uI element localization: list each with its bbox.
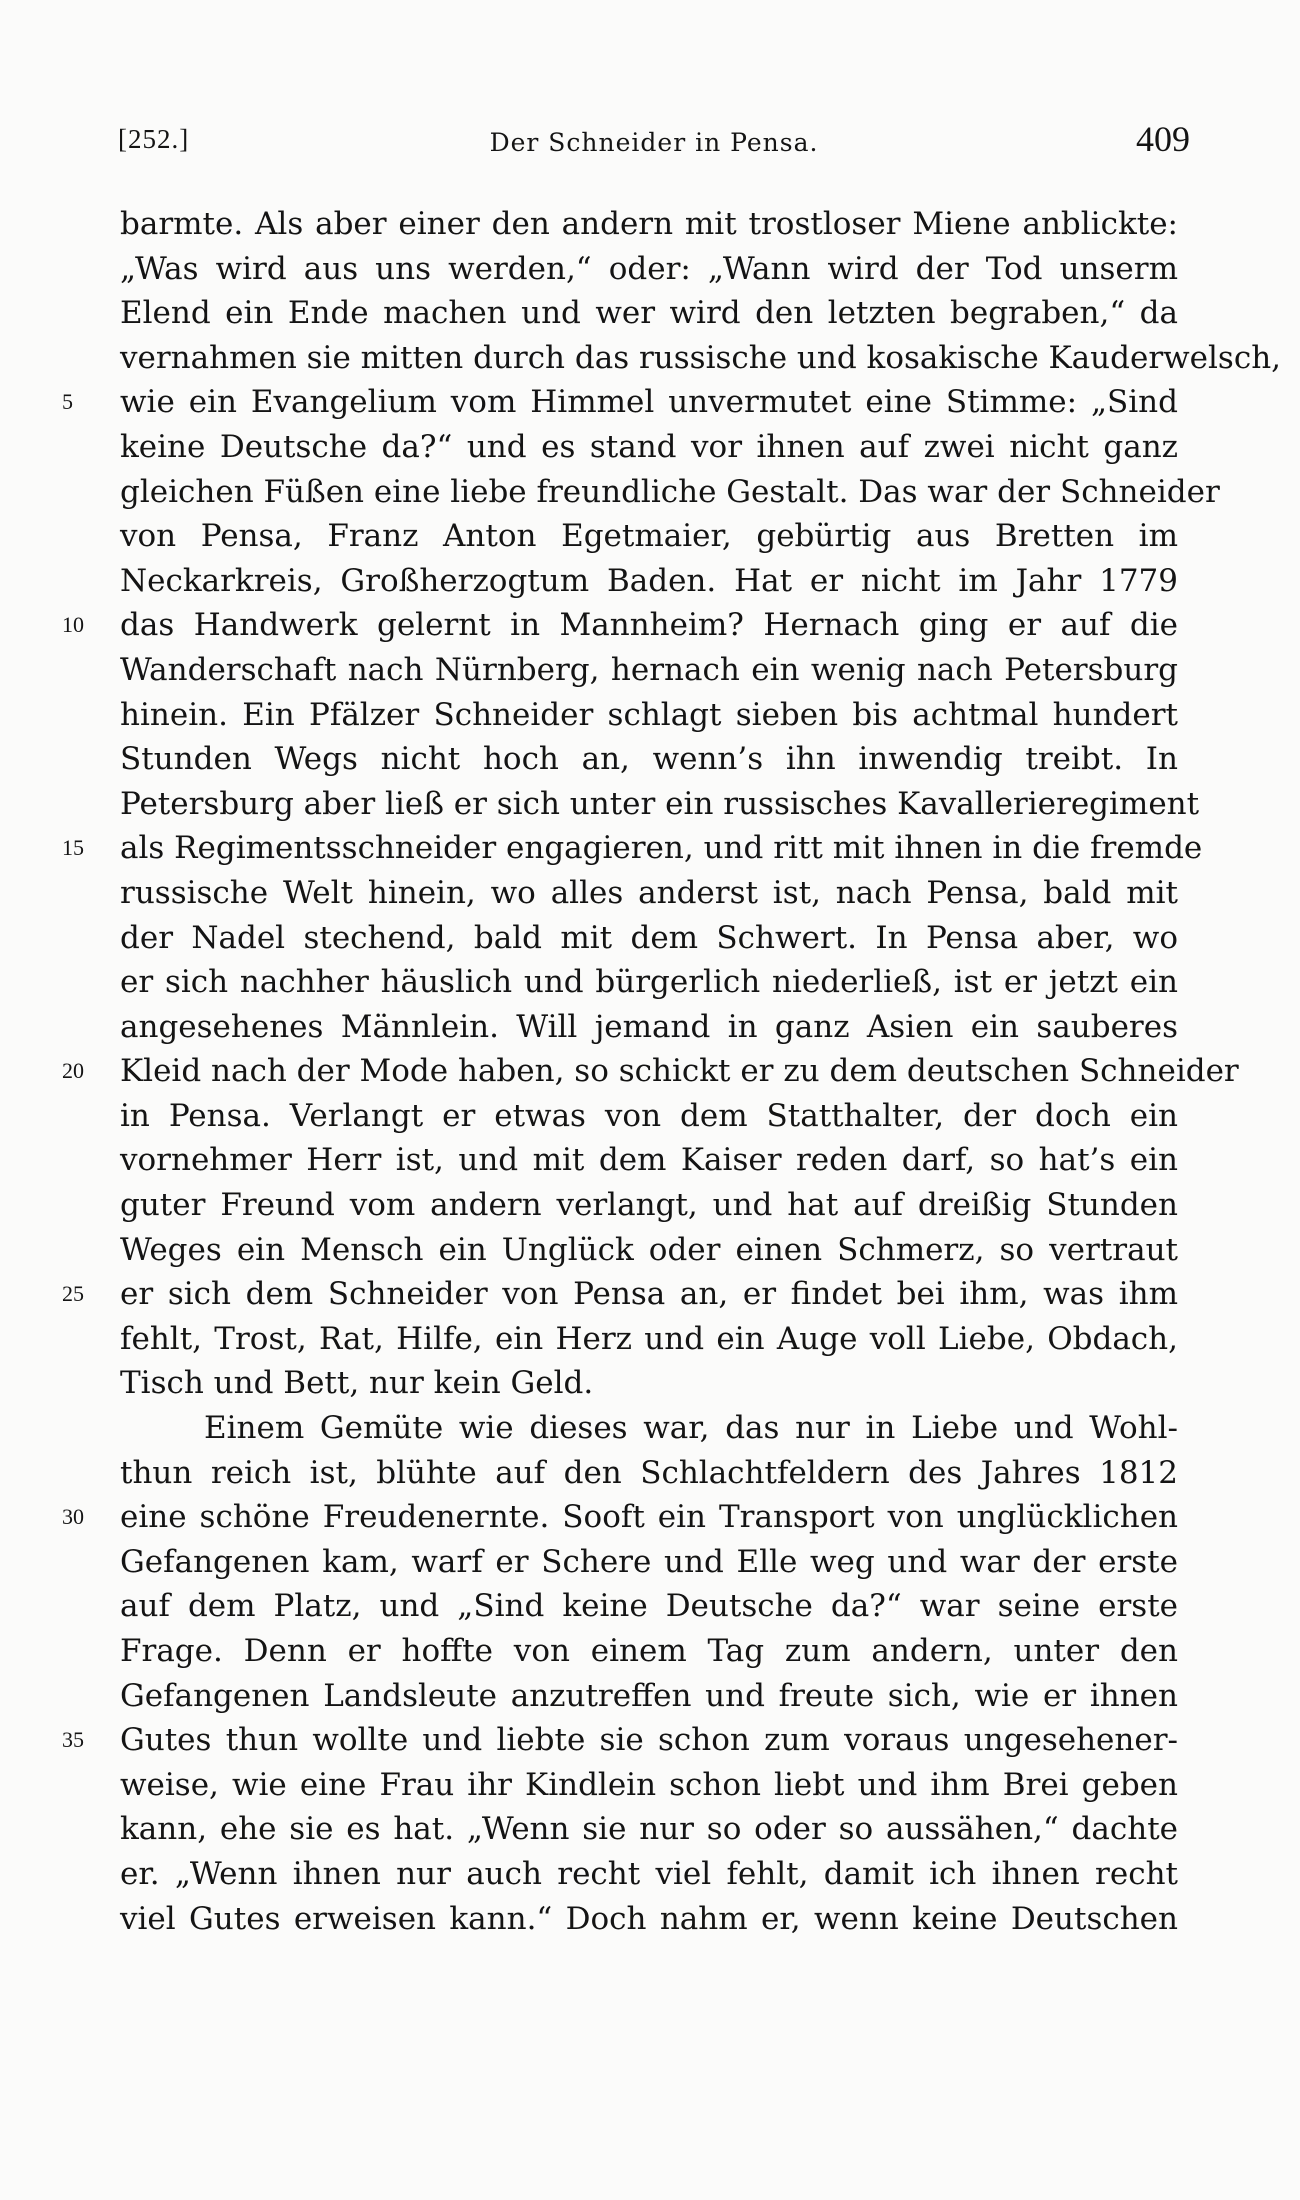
line-text: als Regimentsschneider engagieren, und ritt mit ihnen in die fremde	[120, 830, 1203, 867]
text-line	[120, 960, 1178, 1005]
line-text: Neckarkreis, Großherzogtum Baden. Hat er nicht im Jahr 1779	[120, 562, 1178, 599]
text-line	[120, 1807, 1178, 1852]
text-line	[62, 826, 1203, 871]
text-line	[62, 1272, 1178, 1317]
line-number: 5	[62, 389, 73, 415]
line-text: Gefangenen Landsleute anzutreffen und freute sich, wie er ihnen	[120, 1677, 1178, 1714]
line-text: vornehmer Herr ist, und mit dem Kaiser reden darf, so hat’s ein	[120, 1142, 1178, 1179]
text-line	[62, 1718, 1178, 1763]
page-header	[118, 118, 1190, 166]
line-text: vernahmen sie mitten durch das russische und kosakische Kauderwelsch,	[120, 339, 1282, 376]
line-text: gleichen Füßen eine liebe freundliche Gestalt. Das war der Schneider	[120, 473, 1220, 510]
text-line	[120, 1005, 1178, 1050]
line-text: eine schöne Freudenernte. Sooft ein Transport von unglücklichen	[120, 1499, 1178, 1536]
line-text: guter Freund vom andern verlangt, und hat auf dreißig Stunden	[120, 1187, 1178, 1224]
text-line	[120, 1138, 1178, 1183]
text-line	[120, 425, 1178, 470]
text-line	[62, 603, 1178, 648]
line-number: 10	[62, 612, 84, 638]
text-line	[120, 1584, 1178, 1629]
line-number: 30	[62, 1504, 84, 1530]
line-number: 25	[62, 1281, 84, 1307]
text-line	[120, 1228, 1178, 1273]
text-line	[120, 871, 1178, 916]
text-line	[120, 1674, 1178, 1719]
line-text: das Handwerk gelernt in Mannheim? Hernach ging er auf die	[120, 607, 1178, 644]
line-text: thun reich ist, blühte auf den Schlachtfeldern des Jahres 1812	[120, 1454, 1178, 1491]
text-line	[120, 693, 1178, 738]
text-line	[120, 1317, 1178, 1362]
line-number: 35	[62, 1727, 84, 1753]
line-text: wie ein Evangelium vom Himmel unvermutet eine Stimme: „Sind	[120, 384, 1178, 421]
line-text: Gefangenen kam, warf er Schere und Elle weg und war der erste	[120, 1543, 1178, 1580]
text-line	[120, 202, 1178, 247]
line-text: Elend ein Ende machen und wer wird den letzten begraben,“ da	[120, 295, 1178, 332]
line-text: auf dem Platz, und „Sind keine Deutsche da?“ war seine erste	[120, 1588, 1178, 1625]
text-line	[62, 1495, 1178, 1540]
text-line	[120, 559, 1178, 604]
text-line	[120, 1763, 1178, 1808]
line-text: er sich dem Schneider von Pensa an, er findet bei ihm, was ihm	[120, 1276, 1178, 1313]
text-line	[120, 514, 1178, 559]
line-text: Kleid nach der Mode haben, so schickt er zu dem deutschen Schneider	[120, 1053, 1239, 1090]
text-line	[120, 782, 1200, 827]
text-line	[120, 1540, 1178, 1585]
line-text: Tisch und Bett, nur kein Geld.	[120, 1365, 594, 1402]
line-text: kann, ehe sie es hat. „Wenn sie nur so oder so aussähen,“ dachte	[120, 1811, 1178, 1848]
text-line	[62, 1049, 1239, 1094]
line-text: Wanderschaft nach Nürnberg, hernach ein wenig nach Petersburg	[120, 651, 1178, 688]
line-text: er sich nachher häuslich und bürgerlich niederließ, ist er jetzt ein	[120, 964, 1178, 1001]
text-line	[120, 1451, 1178, 1496]
line-text: russische Welt hinein, wo alles anderst ist, nach Pensa, bald mit	[120, 874, 1178, 911]
page-reference: [252.]	[118, 124, 190, 154]
line-text: viel Gutes erweisen kann.“ Doch nahm er, wenn keine Deutschen	[120, 1900, 1178, 1937]
line-number: 15	[62, 835, 84, 861]
text-line	[120, 1852, 1178, 1897]
text-line	[120, 1094, 1178, 1139]
line-text: keine Deutsche da?“ und es stand vor ihnen auf zwei nicht ganz	[120, 428, 1178, 465]
line-text: Weges ein Mensch ein Unglück oder einen Schmerz, so vertraut	[120, 1231, 1178, 1268]
text-line	[120, 1406, 1178, 1451]
line-text: hinein. Ein Pfälzer Schneider schlagt sieben bis achtmal hundert	[120, 696, 1178, 733]
body-text	[62, 202, 1282, 1941]
line-number: 20	[62, 1058, 84, 1084]
line-text: in Pensa. Verlangt er etwas von dem Statthalter, der doch ein	[120, 1097, 1178, 1134]
line-text: angesehenes Männlein. Will jemand in ganz Asien ein sauberes	[120, 1008, 1178, 1045]
text-line	[120, 916, 1178, 961]
text-line	[62, 380, 1178, 425]
line-text: der Nadel stechend, bald mit dem Schwert. In Pensa aber, wo	[120, 919, 1178, 956]
line-text: Petersburg aber ließ er sich unter ein russisches Kavallerieregiment	[120, 785, 1200, 822]
text-line	[120, 470, 1220, 515]
line-text: Gutes thun wollte und liebte sie schon zum voraus ungesehener-	[120, 1722, 1178, 1759]
text-line	[120, 336, 1282, 381]
line-text: von Pensa, Franz Anton Egetmaier, gebürtig aus Bretten im	[120, 518, 1178, 555]
text-line	[120, 648, 1178, 693]
text-line	[120, 1183, 1178, 1228]
line-text: Stunden Wegs nicht hoch an, wenn’s ihn inwendig treibt. In	[120, 741, 1178, 778]
line-text: Einem Gemüte wie dieses war, das nur in Liebe und Wohl-	[204, 1410, 1178, 1447]
text-line	[120, 1361, 1178, 1406]
text-line	[120, 247, 1178, 292]
line-text: weise, wie eine Frau ihr Kindlein schon liebt und ihm Brei geben	[120, 1766, 1178, 1803]
text-line	[120, 1897, 1178, 1942]
text-line	[120, 1629, 1178, 1674]
line-text: er. „Wenn ihnen nur auch recht viel fehlt, damit ich ihnen recht	[120, 1855, 1178, 1892]
line-text: „Was wird aus uns werden,“ oder: „Wann wird der Tod unserm	[120, 250, 1178, 287]
line-text: fehlt, Trost, Rat, Hilfe, ein Herz und ein Auge voll Liebe, Obdach,	[120, 1320, 1178, 1357]
line-text: Frage. Denn er hoffte von einem Tag zum andern, unter den	[120, 1633, 1178, 1669]
text-line	[120, 737, 1178, 782]
page-number: 409	[1136, 119, 1190, 159]
line-text: barmte. Als aber einer den andern mit trostloser Miene anblickte:	[120, 206, 1178, 242]
running-title: Der Schneider in Pensa.	[489, 128, 819, 157]
text-line	[120, 291, 1178, 336]
